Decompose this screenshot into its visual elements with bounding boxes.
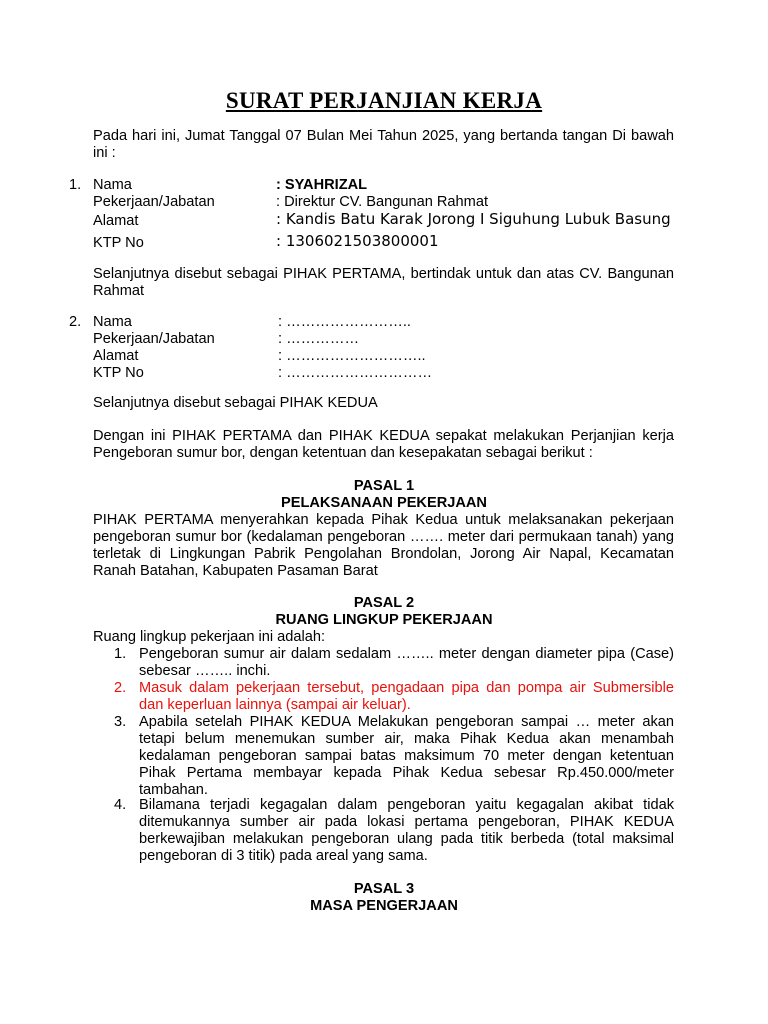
agreement-paragraph: Dengan ini PIHAK PERTAMA dan PIHAK KEDUA sepakat melakukan Perjanjian kerja Pengeboran sumur bor, dengan ketentuan dan kesepakatan sebagai berikut : [93,428,674,461]
pasal3-heading: PASAL 3 [353,881,415,897]
party2-name-value: : …………………….. [278,314,411,330]
party1-name-value: : SYAHRIZAL [276,177,368,193]
party1-name-label: Nama [93,177,132,193]
party1-ktp-value: : 1306021503800001 [276,232,439,250]
pasal1-subheading: PELAKSANAAN PEKERJAAN [281,495,487,511]
party2-address-label: Alamat [93,348,139,364]
list-item-number: 4. [114,797,127,813]
party1-job-value: : Direktur CV. Bangunan Rahmat [276,194,488,210]
party2-name-label: Nama [93,314,132,330]
list-item-text: Pengeboran sumur air dalam sedalam …….. meter dengan diameter pipa (Case) sebesar …….. inchi. [139,646,674,679]
document-title: SURAT PERJANJIAN KERJA [225,88,543,113]
party2-ktp-label: KTP No [93,365,144,381]
list-item-text-highlighted: Masuk dalam pekerjaan tersebut, pengadaan pipa dan pompa air Submersible dan keperluan lainnya (sampai air keluar). [139,680,674,713]
party1-job-label: Pekerjaan/Jabatan [93,194,215,210]
party2-job-value: : …………… [278,331,360,347]
party2-ktp-value: : ………………………… [278,365,433,381]
opening-paragraph: Pada hari ini, Jumat Tanggal 07 Bulan Mei Tahun 2025, yang bertanda tangan Di bawah ini : [93,128,674,161]
pasal2-intro: Ruang lingkup pekerjaan ini adalah: [93,629,326,645]
pasal2-heading: PASAL 2 [353,595,415,611]
pasal2-subheading: RUANG LINGKUP PEKERJAAN [275,612,493,628]
pasal1-body: PIHAK PERTAMA menyerahkan kepada Pihak Kedua untuk melaksanakan pekerjaan pengeboran sumur bor (kedalaman pengeboran ……. meter dari permukaan tanah) yang terletak di Lingkungan Pabrik Pengolahan Brondolan, Jorong Air Napal, Kecamatan Ranah Batahan, Kabupaten Pasaman Barat [93,512,674,579]
list-item-text: Bilamana terjadi kegagalan dalam pengeboran yaitu kegagalan akibat tidak ditemukannya sumber air pada lokasi pertama pengeboran, PIHAK KEDUA berkewajiban melakukan pengeboran ulang pada titik berbeda (total maksimal pengeboran di 3 titik) pada areal yang sama. [139,797,674,864]
party1-ktp-label: KTP No [93,235,144,251]
party1-address-label: Alamat [93,213,139,229]
party2-note: Selanjutnya disebut sebagai PIHAK KEDUA [93,395,378,411]
pasal1-heading: PASAL 1 [353,478,415,494]
list-item-text: Apabila setelah PIHAK KEDUA Melakukan pengeboran sampai … meter akan tetapi belum menemukan sumber air, maka Pihak Kedua akan menambah kedalaman pengeboran sampai batas maksimum 70 meter dengan ketentuan Pihak Pertama membayar kepada Pihak Kedua sebesar Rp.450.000/meter tambahan. [139,714,674,798]
party2-number: 2. [69,314,82,330]
list-item-number: 2. [114,680,127,696]
party2-address-value: : ……………………….. [278,348,426,364]
list-item-number: 1. [114,646,127,662]
party1-address-value: : Kandis Batu Karak Jorong I Siguhung Lubuk Basung [276,210,671,228]
party1-note: Selanjutnya disebut sebagai PIHAK PERTAMA, bertindak untuk dan atas CV. Bangunan Rahmat [93,266,674,299]
party1-number: 1. [69,177,82,193]
party2-job-label: Pekerjaan/Jabatan [93,331,215,347]
list-item-number: 3. [114,714,127,730]
pasal3-subheading: MASA PENGERJAAN [310,898,458,914]
